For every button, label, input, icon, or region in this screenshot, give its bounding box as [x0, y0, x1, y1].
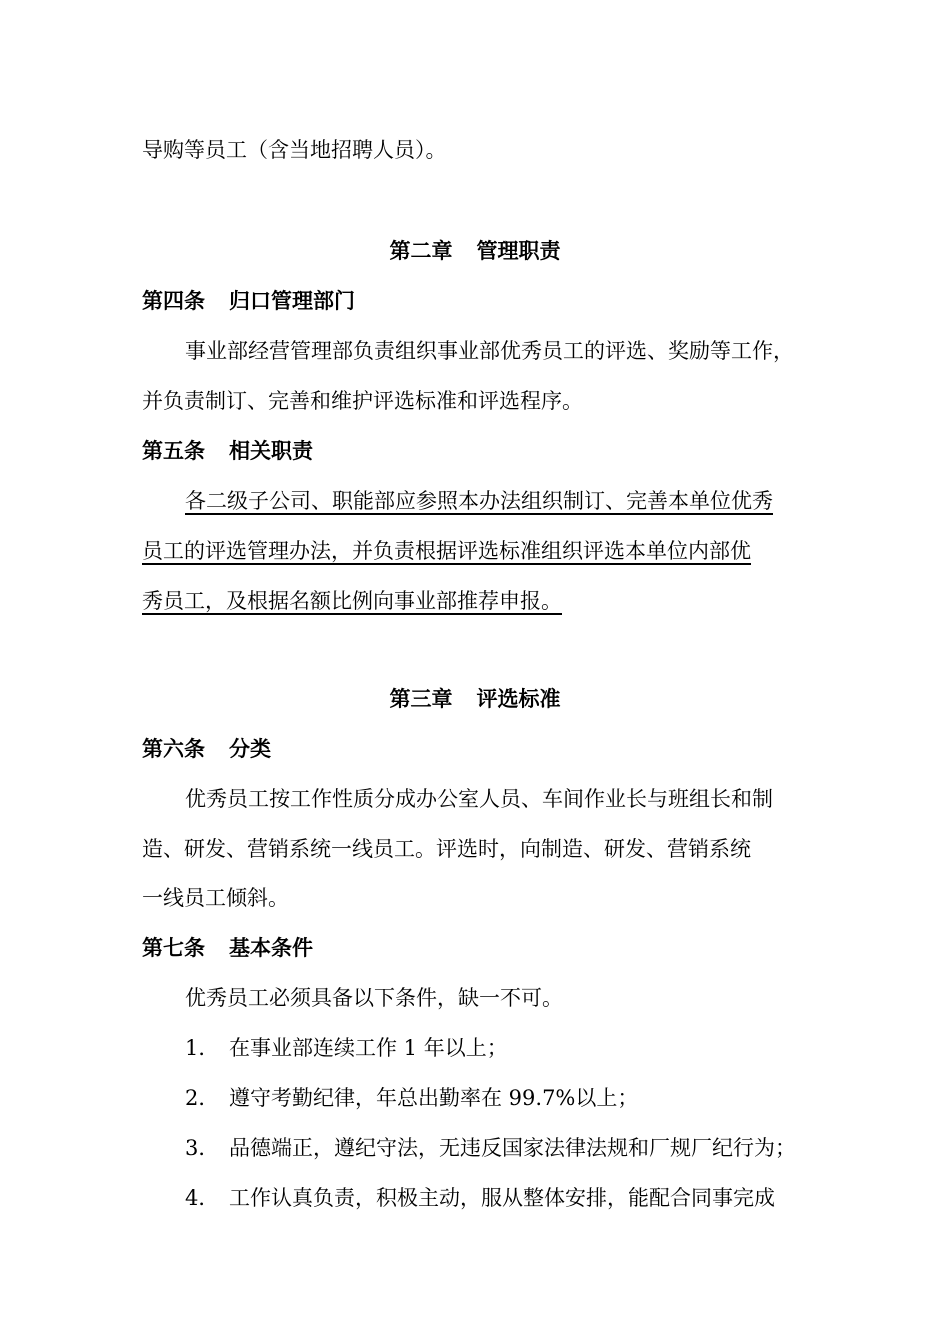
article-4-title: 归口管理部门 [229, 289, 355, 313]
list-item [0, 1083, 950, 1113]
list-item-number: 2． [185, 1086, 220, 1110]
article-6-number: 第六条 [142, 737, 205, 761]
article-6-heading [0, 734, 950, 764]
article-5-line-1: 各二级子公司、职能部应参照本办法组织制订、完善本单位优秀 [185, 489, 773, 513]
list-item-number: 1． [185, 1036, 220, 1060]
intro-line: 导购等员工（含当地招聘人员）。 [142, 138, 447, 162]
list-item-text: 工作认真负责，积极主动，服从整体安排，能配合同事完成 [229, 1186, 775, 1210]
article-4-number: 第四条 [142, 289, 205, 313]
article-4-line-2: 并负责制订、完善和维护评选标准和评选程序。 [142, 389, 583, 413]
article-5-heading [0, 436, 950, 466]
article-5-title: 相关职责 [229, 439, 313, 463]
chapter-2-heading [0, 236, 950, 266]
article-5-number: 第五条 [142, 439, 205, 463]
article-7-heading [0, 933, 950, 963]
chapter-2-number: 第二章 [389, 239, 453, 263]
article-6-line-2: 造、研发、营销系统一线员工。评选时，向制造、研发、营销系统 [142, 837, 751, 861]
chapter-3-title: 评选标准 [476, 687, 561, 711]
article-4-heading [0, 286, 950, 316]
list-item [0, 1133, 950, 1163]
list-item [0, 1033, 950, 1063]
article-6-title: 分类 [229, 737, 271, 761]
list-item-text: 在事业部连续工作 1 年以上； [229, 1036, 508, 1060]
article-7-number: 第七条 [142, 936, 205, 960]
chapter-2-title: 管理职责 [476, 239, 561, 263]
chapter-3-number: 第三章 [389, 687, 453, 711]
list-item-number: 3． [185, 1136, 220, 1160]
article-5-line-3: 秀员工，及根据名额比例向事业部推荐申报。 [142, 589, 562, 613]
list-item-text: 品德端正，遵纪守法，无违反国家法律法规和厂规厂纪行为； [229, 1136, 796, 1160]
chapter-3-heading [0, 684, 950, 714]
article-7-title: 基本条件 [229, 936, 313, 960]
list-item-number: 4． [185, 1186, 220, 1210]
article-4-line-1: 事业部经营管理部负责组织事业部优秀员工的评选、奖励等工作， [185, 339, 794, 363]
list-item [0, 1183, 950, 1213]
article-6-line-3: 一线员工倾斜。 [142, 886, 289, 910]
article-6-line-1: 优秀员工按工作性质分成办公室人员、车间作业长与班组长和制 [185, 787, 773, 811]
article-5-line-2: 员工的评选管理办法，并负责根据评选标准组织评选本单位内部优 [142, 539, 751, 563]
article-7-intro: 优秀员工必须具备以下条件，缺一不可。 [185, 986, 563, 1010]
list-item-text: 遵守考勤纪律，年总出勤率在 99.7%以上； [229, 1086, 639, 1110]
